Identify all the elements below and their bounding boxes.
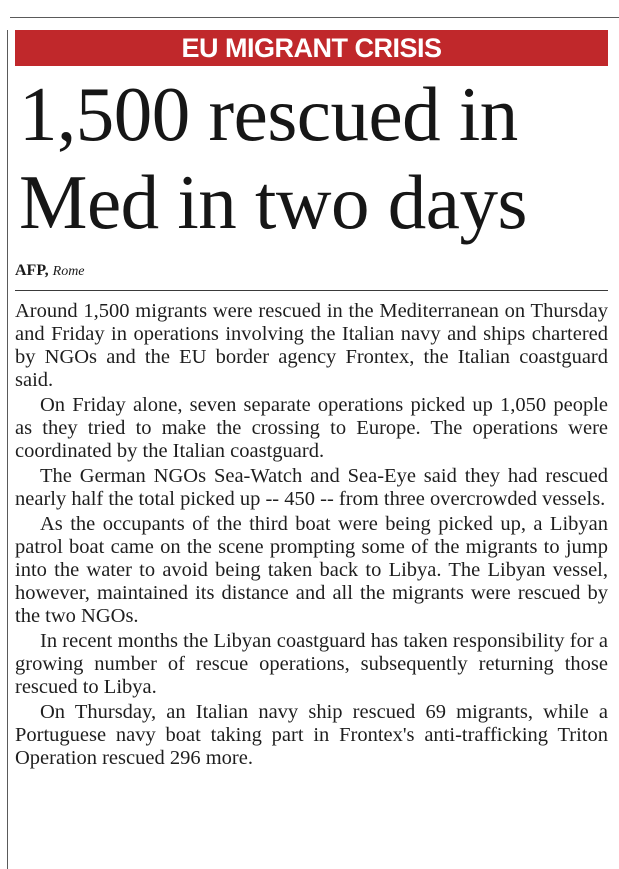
article xyxy=(15,30,608,772)
paragraph-4: As the occupants of the third boat were being picked up, a Libyan patrol boat came on the scene prompting some of the migrants to jump into the water to avoid being taken back to Libya. The Libyan vessel, however, maintained its distance and all the migrants were rescued by the two NGOs. xyxy=(15,513,608,627)
headline-line-1: 1,500 rescued in xyxy=(19,71,518,157)
headline xyxy=(19,70,608,246)
byline xyxy=(15,261,608,282)
top-rule xyxy=(10,17,619,18)
byline-divider xyxy=(15,290,608,291)
byline-place: Rome xyxy=(52,264,85,279)
section-kicker: EU MIGRANT CRISIS xyxy=(15,30,608,66)
byline-agency: AFP, xyxy=(15,262,49,279)
article-body xyxy=(15,300,608,770)
column-rule xyxy=(7,30,8,869)
headline-line-2: Med in two days xyxy=(19,159,527,245)
paragraph-6: On Thursday, an Italian navy ship rescued 69 migrants, while a Portuguese navy boat taking part in Frontex's anti-trafficking Triton Operation rescued 296 more. xyxy=(15,701,608,769)
paragraph-1: Around 1,500 migrants were rescued in the Mediterranean on Thursday and Friday in operations involving the Italian navy and ships chartered by NGOs and the EU border agency Frontex, the Italian coastguard said. xyxy=(15,300,608,391)
paragraph-3: The German NGOs Sea-Watch and Sea-Eye said they had rescued nearly half the total picked up -- 450 -- from three overcrowded vessels. xyxy=(15,465,608,510)
paragraph-5: In recent months the Libyan coastguard has taken responsibility for a growing number of rescue operations, subsequently returning those rescued to Libya. xyxy=(15,630,608,698)
paragraph-2: On Friday alone, seven separate operations picked up 1,050 people as they tried to make the crossing to Europe. The operations were coordinated by the Italian coastguard. xyxy=(15,394,608,462)
